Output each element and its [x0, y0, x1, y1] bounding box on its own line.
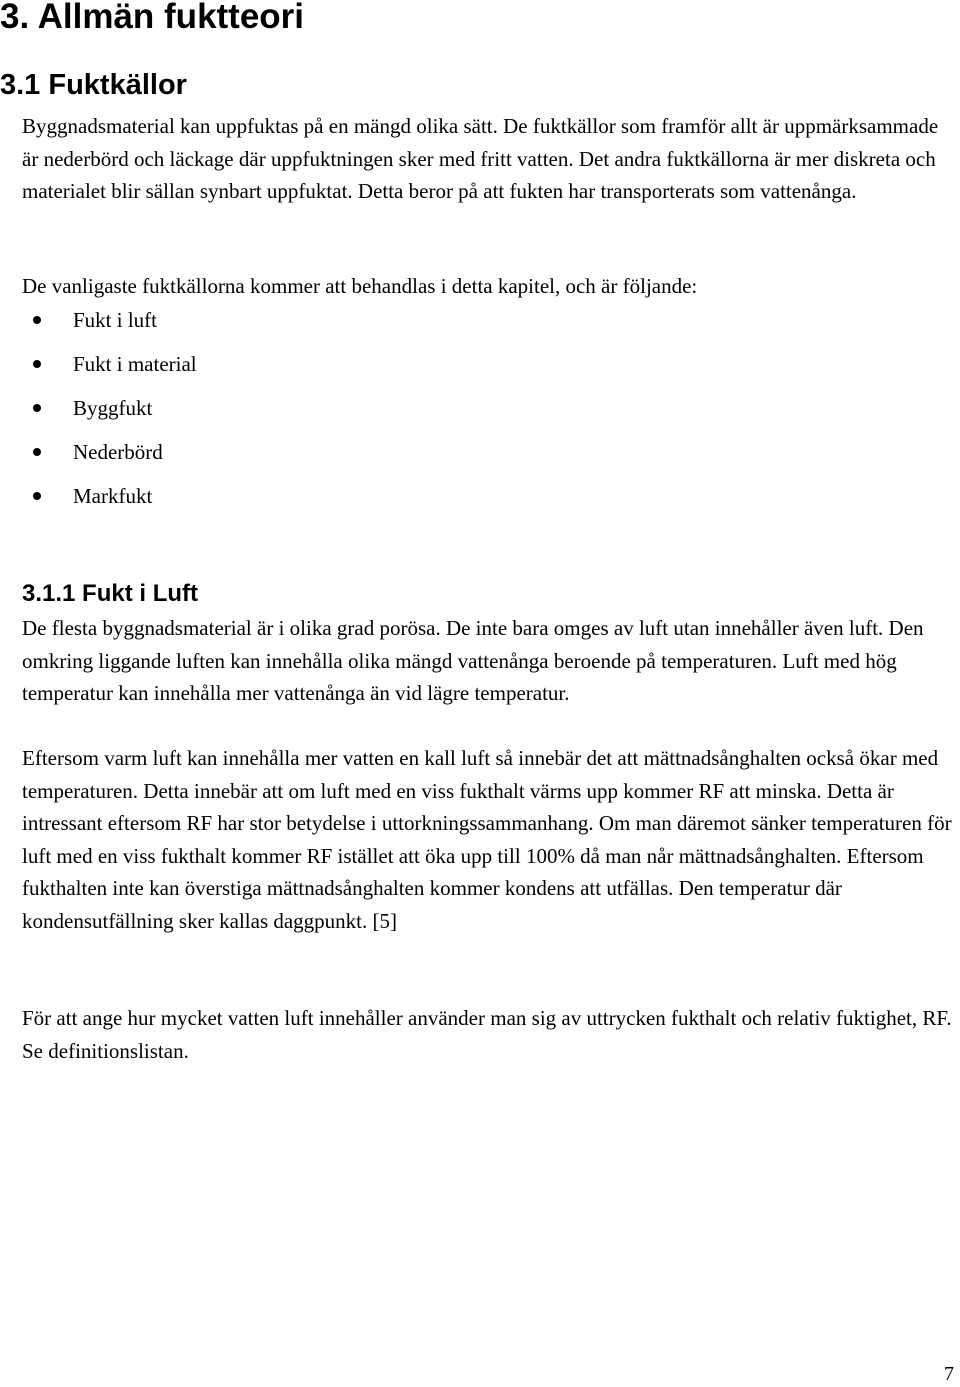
list-item-label: Markfukt — [73, 484, 153, 508]
bullet-icon — [33, 360, 41, 368]
bullet-icon — [33, 316, 41, 324]
section-paragraph-intro: Byggnadsmaterial kan uppfuktas på en mängd olika sätt. De fuktkällor som framför allt är uppmärksammade är nederbörd och läckage där uppfuktningen sker med fritt vatten. Det andra fuktkällorna är mer diskreta och materialet blir sällan synbart uppfuktat. Detta beror på att fukten har transporterats som vattenånga. — [22, 114, 939, 203]
list-item — [0, 347, 960, 391]
list-item-label: Byggfukt — [73, 396, 153, 420]
bullet-icon — [33, 492, 41, 500]
list-item — [0, 479, 960, 523]
list-item — [0, 391, 960, 435]
subsection-paragraph-saturation: Eftersom varm luft kan innehålla mer vatten en kall luft så innebär det att mättnadsånghalten också ökar med temperaturen. Detta innebär att om luft med en viss fukthalt värms upp kommer RF att minska. Detta är intressant eftersom RF har stor betydelse i uttorkningssammanhang. Om man däremot sänker temperaturen för luft med en viss fukthalt kommer RF istället att öka upp till 100% då man når mättnadsånghalten. Eftersom fukthalten inte kan överstiga mättnadsånghalten kommer kondens att utfällas. Den temperatur där kondensutfällning sker kallas daggpunkt. [5] — [22, 746, 952, 933]
bullet-icon — [33, 404, 41, 412]
subsection-title: 3.1.1 Fukt i Luft — [22, 580, 199, 607]
list-item-label: Fukt i luft — [73, 308, 158, 332]
chapter-title: 3. Allmän fuktteori — [0, 0, 305, 36]
list-item — [0, 435, 960, 479]
list-item-label: Nederbörd — [73, 440, 163, 464]
subsection-paragraph-definitions: För att ange hur mycket vatten luft innehåller använder man sig av uttrycken fukthalt och relativ fuktighet, RF. Se definitionslistan. — [22, 1006, 952, 1063]
bullet-icon — [33, 448, 41, 456]
moisture-sources-list — [0, 303, 960, 523]
section-title: 3.1 Fuktkällor — [0, 69, 187, 101]
page-number: 7 — [944, 1363, 954, 1385]
list-item-label: Fukt i material — [73, 352, 197, 376]
list-item — [0, 303, 960, 347]
subsection-paragraph-porous: De flesta byggnadsmaterial är i olika grad porösa. De inte bara omges av luft utan innehåller även luft. Den omkring liggande luften kan innehålla olika mängd vattenånga beroende på temperaturen. Luft med hög temperatur kan innehålla mer vattenånga än vid lägre temperatur. — [22, 616, 924, 705]
section-paragraph-list-intro: De vanligaste fuktkällorna kommer att behandlas i detta kapitel, och är följande: — [22, 274, 698, 298]
